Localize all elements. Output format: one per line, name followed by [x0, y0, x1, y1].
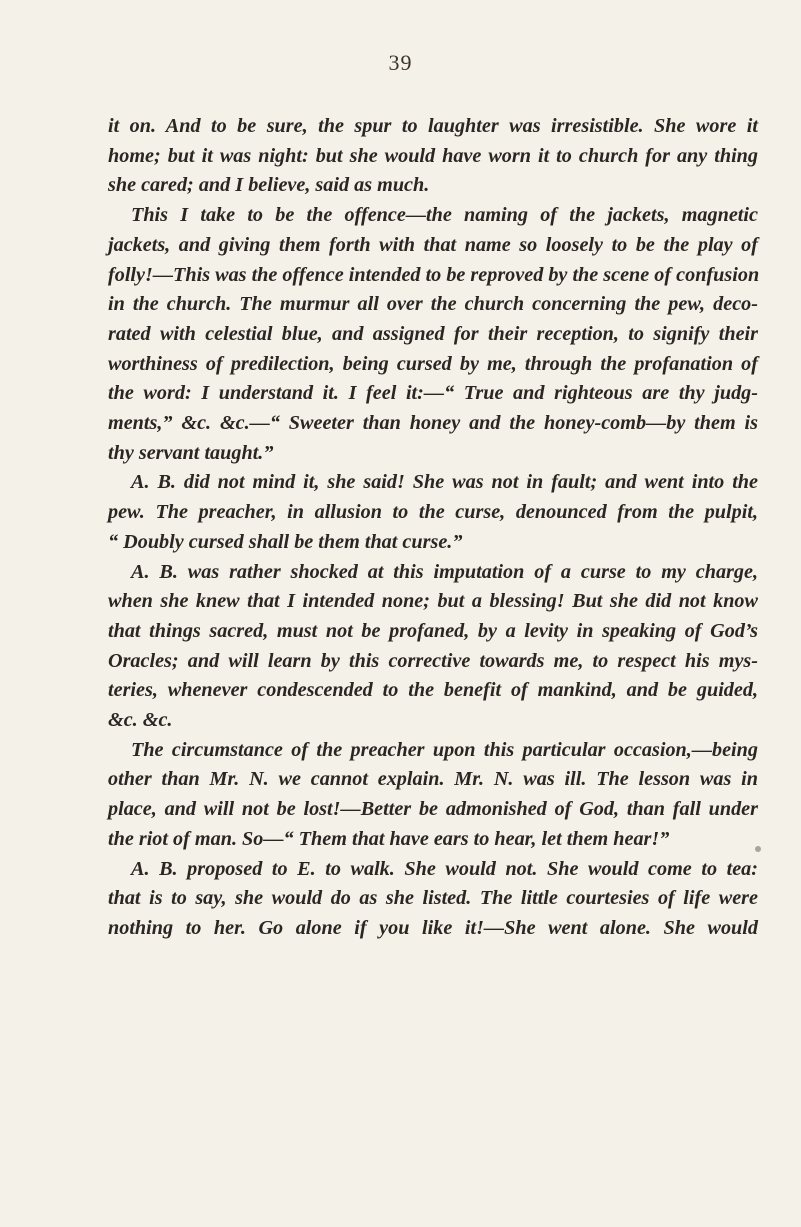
text-line: jackets, and giving them forth with that name so loosely to be the play of: [108, 233, 758, 256]
text-line: teries, whenever condescended to the benefit of mankind, and be guided,: [108, 679, 758, 702]
text-line: folly!—This was the offence intended to be reproved by the scene of confusion: [108, 263, 760, 286]
text-line: &c. &c.: [108, 709, 173, 732]
text-line: place, and will not be lost!—Better be admonished of God, than fall under: [108, 798, 758, 821]
page-number: 39: [388, 50, 413, 75]
text-line: home; but it was night: but she would have worn it to church for any thing: [108, 144, 758, 167]
text-line: This I take to be the offence—the naming of the jackets, magnetic: [131, 204, 758, 227]
body-text: [108, 112, 758, 944]
text-line: she cared; and I believe, said as much.: [108, 174, 430, 197]
text-line: nothing to her. Go alone if you like it!—She went alone. She would: [108, 916, 758, 939]
text-line: it on. And to be sure, the spur to laughter was irresistible. She wore it: [108, 115, 758, 137]
text-line: Oracles; and will learn by this corrective towards me, to respect his mys-: [108, 649, 758, 672]
text-line: pew. The preacher, in allusion to the curse, denounced from the pulpit,: [108, 501, 758, 524]
text-line: A. B. was rather shocked at this imputation of a curse to my charge,: [131, 560, 758, 583]
text-line: A. B. proposed to E. to walk. She would not. She would come to tea:: [131, 857, 758, 880]
text-line: The circumstance of the preacher upon this particular occasion,—being: [131, 738, 758, 761]
ink-spot: [755, 846, 761, 852]
text-line: worthiness of predilection, being cursed by me, through the profanation of: [108, 352, 758, 375]
text-line: the riot of man. So—“ Them that have ears to hear, let them hear!”: [108, 827, 670, 850]
text-line: in the church. The murmur all over the church concerning the pew, deco-: [108, 293, 758, 316]
text-line: rated with celestial blue, and assigned for their reception, to signify their: [108, 322, 758, 345]
text-line: ments,” &c. &c.—“ Sweeter than honey and the honey-comb—by them is: [108, 412, 758, 435]
text-line: that things sacred, must not be profaned, by a levity in speaking of God’s: [108, 619, 758, 642]
text-line: the word: I understand it. I feel it:—“ True and righteous are thy judg-: [108, 382, 758, 405]
text-line: that is to say, she would do as she listed. The little courtesies of life were: [108, 887, 758, 910]
text-line: thy servant taught.”: [108, 441, 274, 464]
text-line: “ Doubly cursed shall be them that curse.”: [108, 530, 463, 553]
text-line: when she knew that I intended none; but a blessing! But she did not know: [108, 590, 758, 613]
text-line: other than Mr. N. we cannot explain. Mr. N. was ill. The lesson was in: [108, 768, 758, 791]
text-line: A. B. did not mind it, she said! She was not in fault; and went into the: [131, 471, 758, 494]
